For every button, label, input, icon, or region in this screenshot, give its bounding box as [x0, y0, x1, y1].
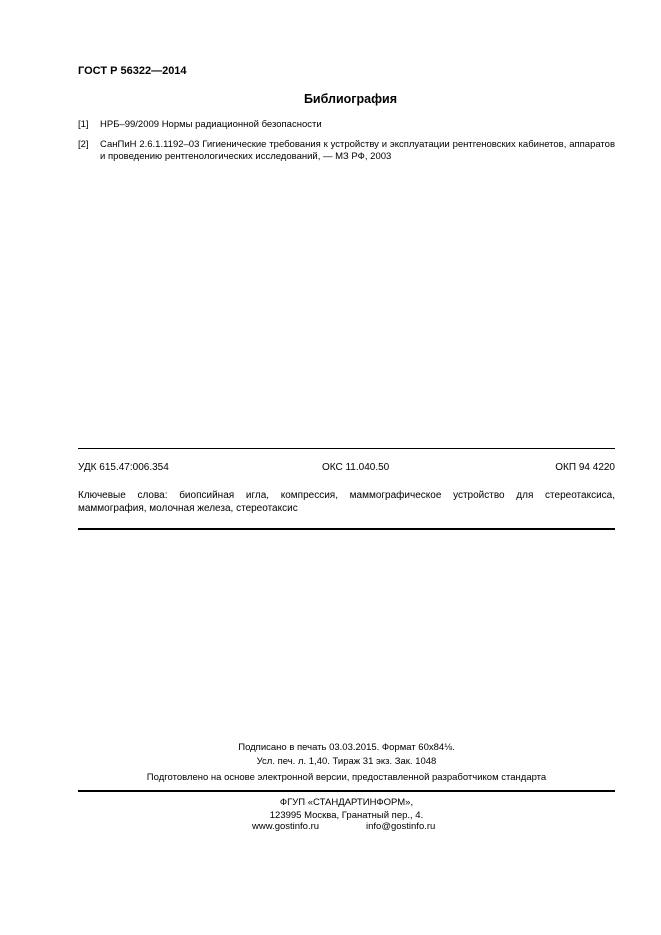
document-id: ГОСТ Р 56322—2014	[78, 65, 187, 77]
oks-code: ОКС 11.040.50	[322, 462, 390, 473]
bibliography-title: Библиография	[303, 92, 397, 106]
print-run: Усл. печ. л. 1,40. Тираж 31 экз. Зак. 1048	[256, 756, 437, 767]
divider	[78, 448, 615, 449]
okp-code: ОКП 94 4220	[555, 462, 615, 473]
divider	[78, 790, 615, 792]
reference-text: НРБ–99/2009 Нормы радиационной безопасности	[100, 119, 322, 130]
prepared-note: Подготовлено на основе электронной версии, предоставленной разработчиком стандарта	[146, 772, 547, 783]
reference-number: [1]	[78, 119, 89, 130]
keywords	[78, 489, 615, 515]
divider	[78, 528, 615, 530]
publisher-address: 123995 Москва, Гранатный пер., 4.	[269, 810, 424, 821]
keywords-line: Ключевые слова: биопсийная игла, компрессия, маммографическое устройство для стереотаксиса,	[78, 490, 615, 501]
website-link[interactable]: www.gostinfo.ru	[252, 821, 320, 832]
email-link[interactable]: info@gostinfo.ru	[366, 821, 436, 832]
signed-to-print: Подписано в печать 03.03.2015. Формат 60x84⅛.	[238, 742, 455, 753]
udk-code: УДК 615.47:006.354	[78, 462, 169, 473]
reference-text: СанПиН 2.6.1.1192–03 Гигиенические требования к устройству и эксплуатации рентгеновских кабинетов, аппаратов и проведению рентгенологических исследований, — МЗ РФ, 2003	[100, 139, 615, 162]
keywords-line: маммография, молочная железа, стереотаксис	[78, 503, 298, 514]
reference-number: [2]	[78, 139, 89, 150]
publisher-name: ФГУП «СТАНДАРТИНФОРМ»,	[279, 797, 414, 808]
